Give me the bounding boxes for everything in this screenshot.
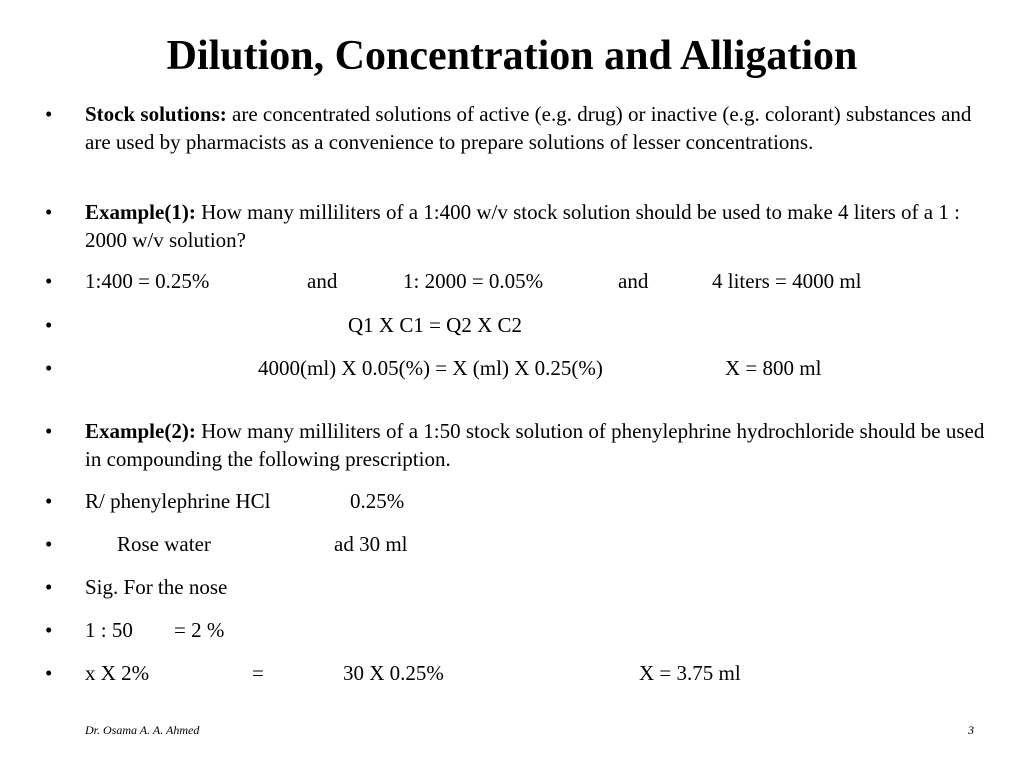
calculation-left: • x X 2%: [85, 661, 150, 685]
bullet-label: Example(1):: [85, 200, 196, 224]
calculation-result: X = 3.75 ml: [639, 661, 741, 685]
bullet-ratio-conversion: [85, 616, 990, 644]
bullet-signa: [85, 573, 990, 601]
calculation-equals: =: [252, 661, 264, 685]
signa-text: • Sig. For the nose: [85, 575, 228, 599]
conversion-1-2000: 1: 2000 = 0.05%: [403, 269, 544, 293]
conjunction-and: and: [307, 269, 338, 293]
bullet-example-2: [85, 417, 990, 473]
ratio-percent: = 2 %: [174, 618, 225, 642]
bullet-text: How many milliliters of a 1:400 w/v stock solution should be used to make 4 liters of a 1 : 2000 w/v solution?: [85, 200, 960, 252]
ratio-text: • 1 : 50: [85, 618, 133, 642]
bullet-text: How many milliliters of a 1:50 stock solution of phenylephrine hydrochloride should be used in compounding the following prescription.: [85, 419, 985, 471]
bullet-calculation-2: [85, 659, 990, 687]
slide-title: Dilution, Concentration and Alligation: [166, 33, 858, 79]
calculation-result: X = 800 ml: [725, 356, 822, 380]
bullet-prescription-vehicle: [85, 530, 990, 558]
prescription-drug-name: • R/ phenylephrine HCl: [85, 489, 271, 513]
conversion-1-400: • 1:400 = 0.25%: [85, 269, 210, 293]
conjunction-and: and: [618, 269, 649, 293]
prescription-vehicle-amount: ad 30 ml: [334, 532, 408, 556]
bullet-formula: [85, 311, 990, 339]
bullet-label: Stock solutions:: [85, 102, 227, 126]
bullet-conversions: [85, 267, 990, 295]
bullet-text: are concentrated solutions of active (e.g. drug) or inactive (e.g. colorant) substances and are used by pharmacists as a convenience to prepare solutions of lesser concentrations.: [85, 102, 972, 154]
formula-text: • Q1 X C1 = Q2 X C2: [348, 313, 523, 337]
conversion-liters: 4 liters = 4000 ml: [712, 269, 862, 293]
prescription-vehicle-name: • Rose water: [117, 532, 211, 556]
bullet-label: Example(2):: [85, 419, 196, 443]
bullet-example-1: [85, 198, 990, 254]
calculation-right: 30 X 0.25%: [343, 661, 444, 685]
prescription-drug-strength: 0.25%: [350, 489, 405, 513]
footer-page-number: 3: [968, 723, 974, 737]
bullet-prescription-drug: [85, 487, 990, 515]
calculation-equation: • 4000(ml) X 0.05(%) = X (ml) X 0.25(%): [258, 356, 603, 380]
bullet-calculation-1: [85, 354, 990, 382]
footer-author: Dr. Osama A. A. Ahmed: [85, 723, 200, 737]
bullet-stock-solutions: [85, 100, 990, 156]
